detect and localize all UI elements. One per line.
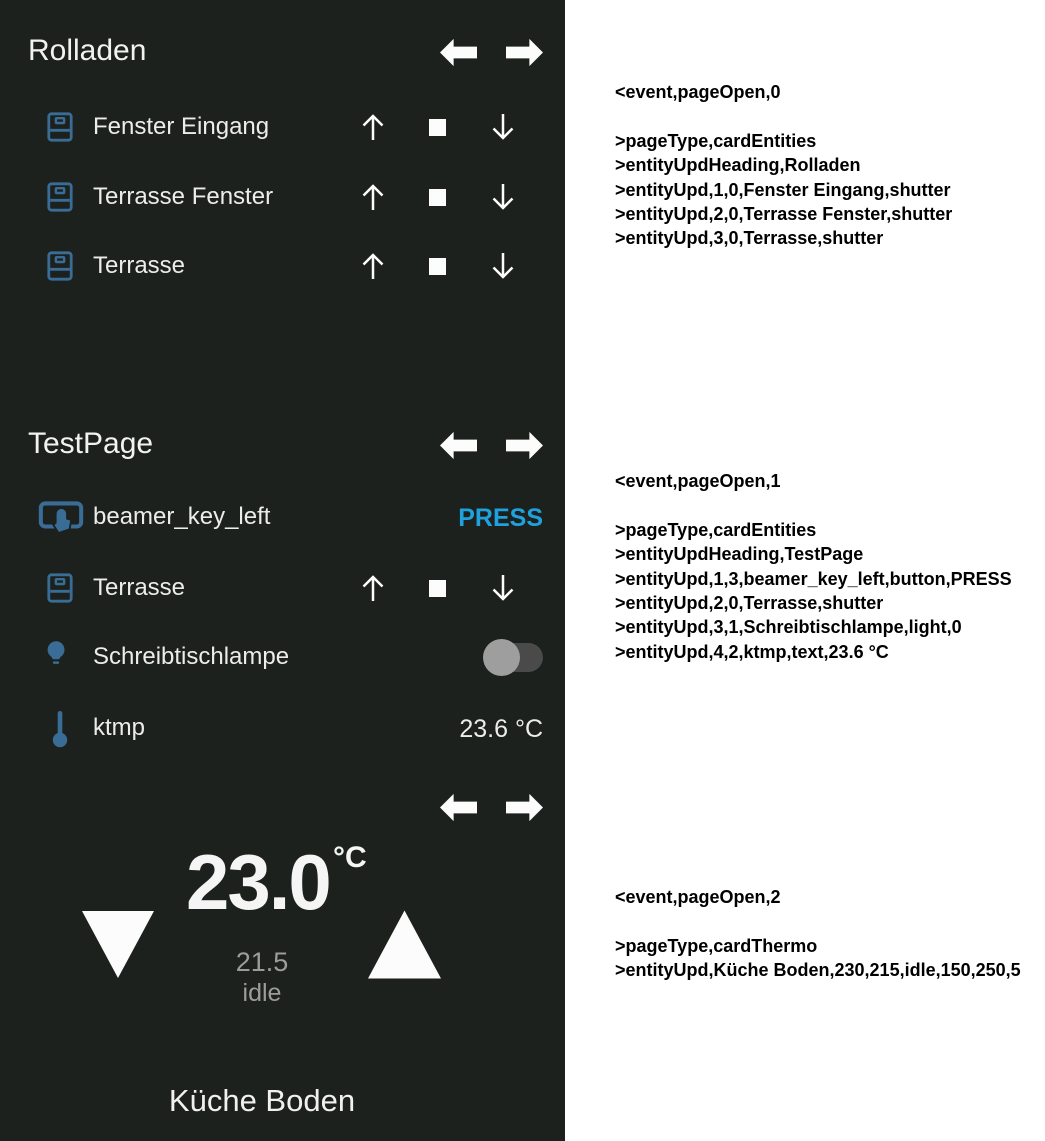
shutter-up-button[interactable] bbox=[360, 251, 386, 281]
shutter-down-button[interactable] bbox=[490, 573, 516, 603]
entity-label: ktmp bbox=[93, 714, 146, 741]
temp-decrease-button[interactable] bbox=[82, 911, 154, 978]
log-block-page0 bbox=[615, 80, 952, 251]
thin-down-arrow-icon bbox=[490, 182, 516, 212]
log-line: >entityUpdHeading,Rolladen bbox=[615, 155, 861, 176]
entity-label: Terrasse bbox=[93, 252, 186, 279]
log-block-page1 bbox=[615, 469, 1012, 664]
entity-label: Schreibtischlampe bbox=[93, 643, 290, 670]
log-line bbox=[615, 493, 1012, 517]
shutter-stop-button[interactable] bbox=[429, 119, 446, 136]
thermostat-name: Küche Boden bbox=[168, 1083, 356, 1118]
thin-down-arrow-icon bbox=[490, 112, 516, 142]
thermometer-icon bbox=[48, 709, 72, 749]
bold-right-arrow-icon bbox=[506, 428, 543, 463]
shutter-stop-button[interactable] bbox=[429, 258, 446, 275]
log-line: <event,pageOpen,2 bbox=[615, 887, 781, 907]
page-title: Rolladen bbox=[28, 34, 147, 67]
shutter-down-button[interactable] bbox=[490, 112, 516, 142]
thin-up-arrow-icon bbox=[360, 182, 386, 212]
log-line: >entityUpd,4,2,ktmp,text,23.6 °C bbox=[615, 641, 889, 662]
nav-prev-button[interactable] bbox=[440, 790, 477, 825]
window-shutter-icon bbox=[44, 571, 76, 605]
nav-prev-button[interactable] bbox=[440, 35, 477, 70]
target-temperature: 21.5 bbox=[235, 947, 289, 977]
window-shutter-icon bbox=[44, 110, 76, 144]
bold-left-arrow-icon bbox=[440, 790, 477, 825]
log-line: >pageType,cardEntities bbox=[615, 130, 817, 151]
log-line: >entityUpd,Küche Boden,230,215,idle,150,250,5 bbox=[615, 960, 1021, 981]
log-line: >entityUpd,1,3,beamer_key_left,button,PRESS bbox=[615, 568, 1012, 589]
thin-up-arrow-icon bbox=[360, 251, 386, 281]
shutter-up-button[interactable] bbox=[360, 112, 386, 142]
toggle-knob bbox=[483, 639, 520, 676]
entity-label: Terrasse Fenster bbox=[93, 183, 274, 210]
log-line: >entityUpd,3,0,Terrasse,shutter bbox=[615, 228, 884, 249]
shutter-stop-button[interactable] bbox=[429, 189, 446, 206]
shutter-stop-button[interactable] bbox=[429, 580, 446, 597]
shutter-up-button[interactable] bbox=[360, 182, 386, 212]
entity-value: 23.6 °C bbox=[459, 715, 543, 743]
hvac-state: idle bbox=[242, 979, 282, 1007]
log-line bbox=[615, 909, 1021, 933]
window-shutter-icon bbox=[44, 249, 76, 283]
log-line: >entityUpd,2,0,Terrasse,shutter bbox=[615, 592, 884, 613]
log-line: >pageType,cardEntities bbox=[615, 519, 817, 540]
log-line: >entityUpd,1,0,Fenster Eingang,shutter bbox=[615, 179, 951, 200]
gesture-tap-button-icon bbox=[36, 495, 86, 539]
press-button[interactable]: PRESS bbox=[400, 503, 543, 533]
thin-down-arrow-icon bbox=[490, 573, 516, 603]
temperature-unit: °C bbox=[333, 841, 367, 874]
shutter-down-button[interactable] bbox=[490, 182, 516, 212]
temp-increase-button[interactable] bbox=[368, 909, 441, 980]
page-title: TestPage bbox=[28, 427, 154, 460]
thin-up-arrow-icon bbox=[360, 112, 386, 142]
nav-next-button[interactable] bbox=[506, 790, 543, 825]
entity-label: Fenster Eingang bbox=[93, 113, 270, 140]
nav-prev-button[interactable] bbox=[440, 428, 477, 463]
log-line: <event,pageOpen,1 bbox=[615, 471, 781, 491]
log-line: <event,pageOpen,0 bbox=[615, 82, 781, 102]
bold-left-arrow-icon bbox=[440, 35, 477, 70]
log-line: >entityUpdHeading,TestPage bbox=[615, 544, 864, 565]
down-triangle-icon bbox=[82, 911, 154, 978]
log-block-page2 bbox=[615, 885, 1021, 983]
log-line: >pageType,cardThermo bbox=[615, 935, 818, 956]
current-temperature: 23.0 bbox=[186, 838, 330, 926]
bold-right-arrow-icon bbox=[506, 790, 543, 825]
shutter-up-button[interactable] bbox=[360, 573, 386, 603]
bold-left-arrow-icon bbox=[440, 428, 477, 463]
up-triangle-icon bbox=[368, 909, 441, 980]
log-line bbox=[615, 104, 952, 128]
log-line: >entityUpd,2,0,Terrasse Fenster,shutter bbox=[615, 203, 953, 224]
shutter-down-button[interactable] bbox=[490, 251, 516, 281]
nav-next-button[interactable] bbox=[506, 428, 543, 463]
thin-up-arrow-icon bbox=[360, 573, 386, 603]
nav-next-button[interactable] bbox=[506, 35, 543, 70]
light-toggle-switch[interactable] bbox=[483, 639, 545, 676]
lightbulb-icon bbox=[41, 635, 71, 677]
thin-down-arrow-icon bbox=[490, 251, 516, 281]
entity-label: Terrasse bbox=[93, 574, 186, 601]
window-shutter-icon bbox=[44, 180, 76, 214]
entity-label: beamer_key_left bbox=[93, 503, 271, 530]
bold-right-arrow-icon bbox=[506, 35, 543, 70]
log-line: >entityUpd,3,1,Schreibtischlampe,light,0 bbox=[615, 617, 962, 638]
